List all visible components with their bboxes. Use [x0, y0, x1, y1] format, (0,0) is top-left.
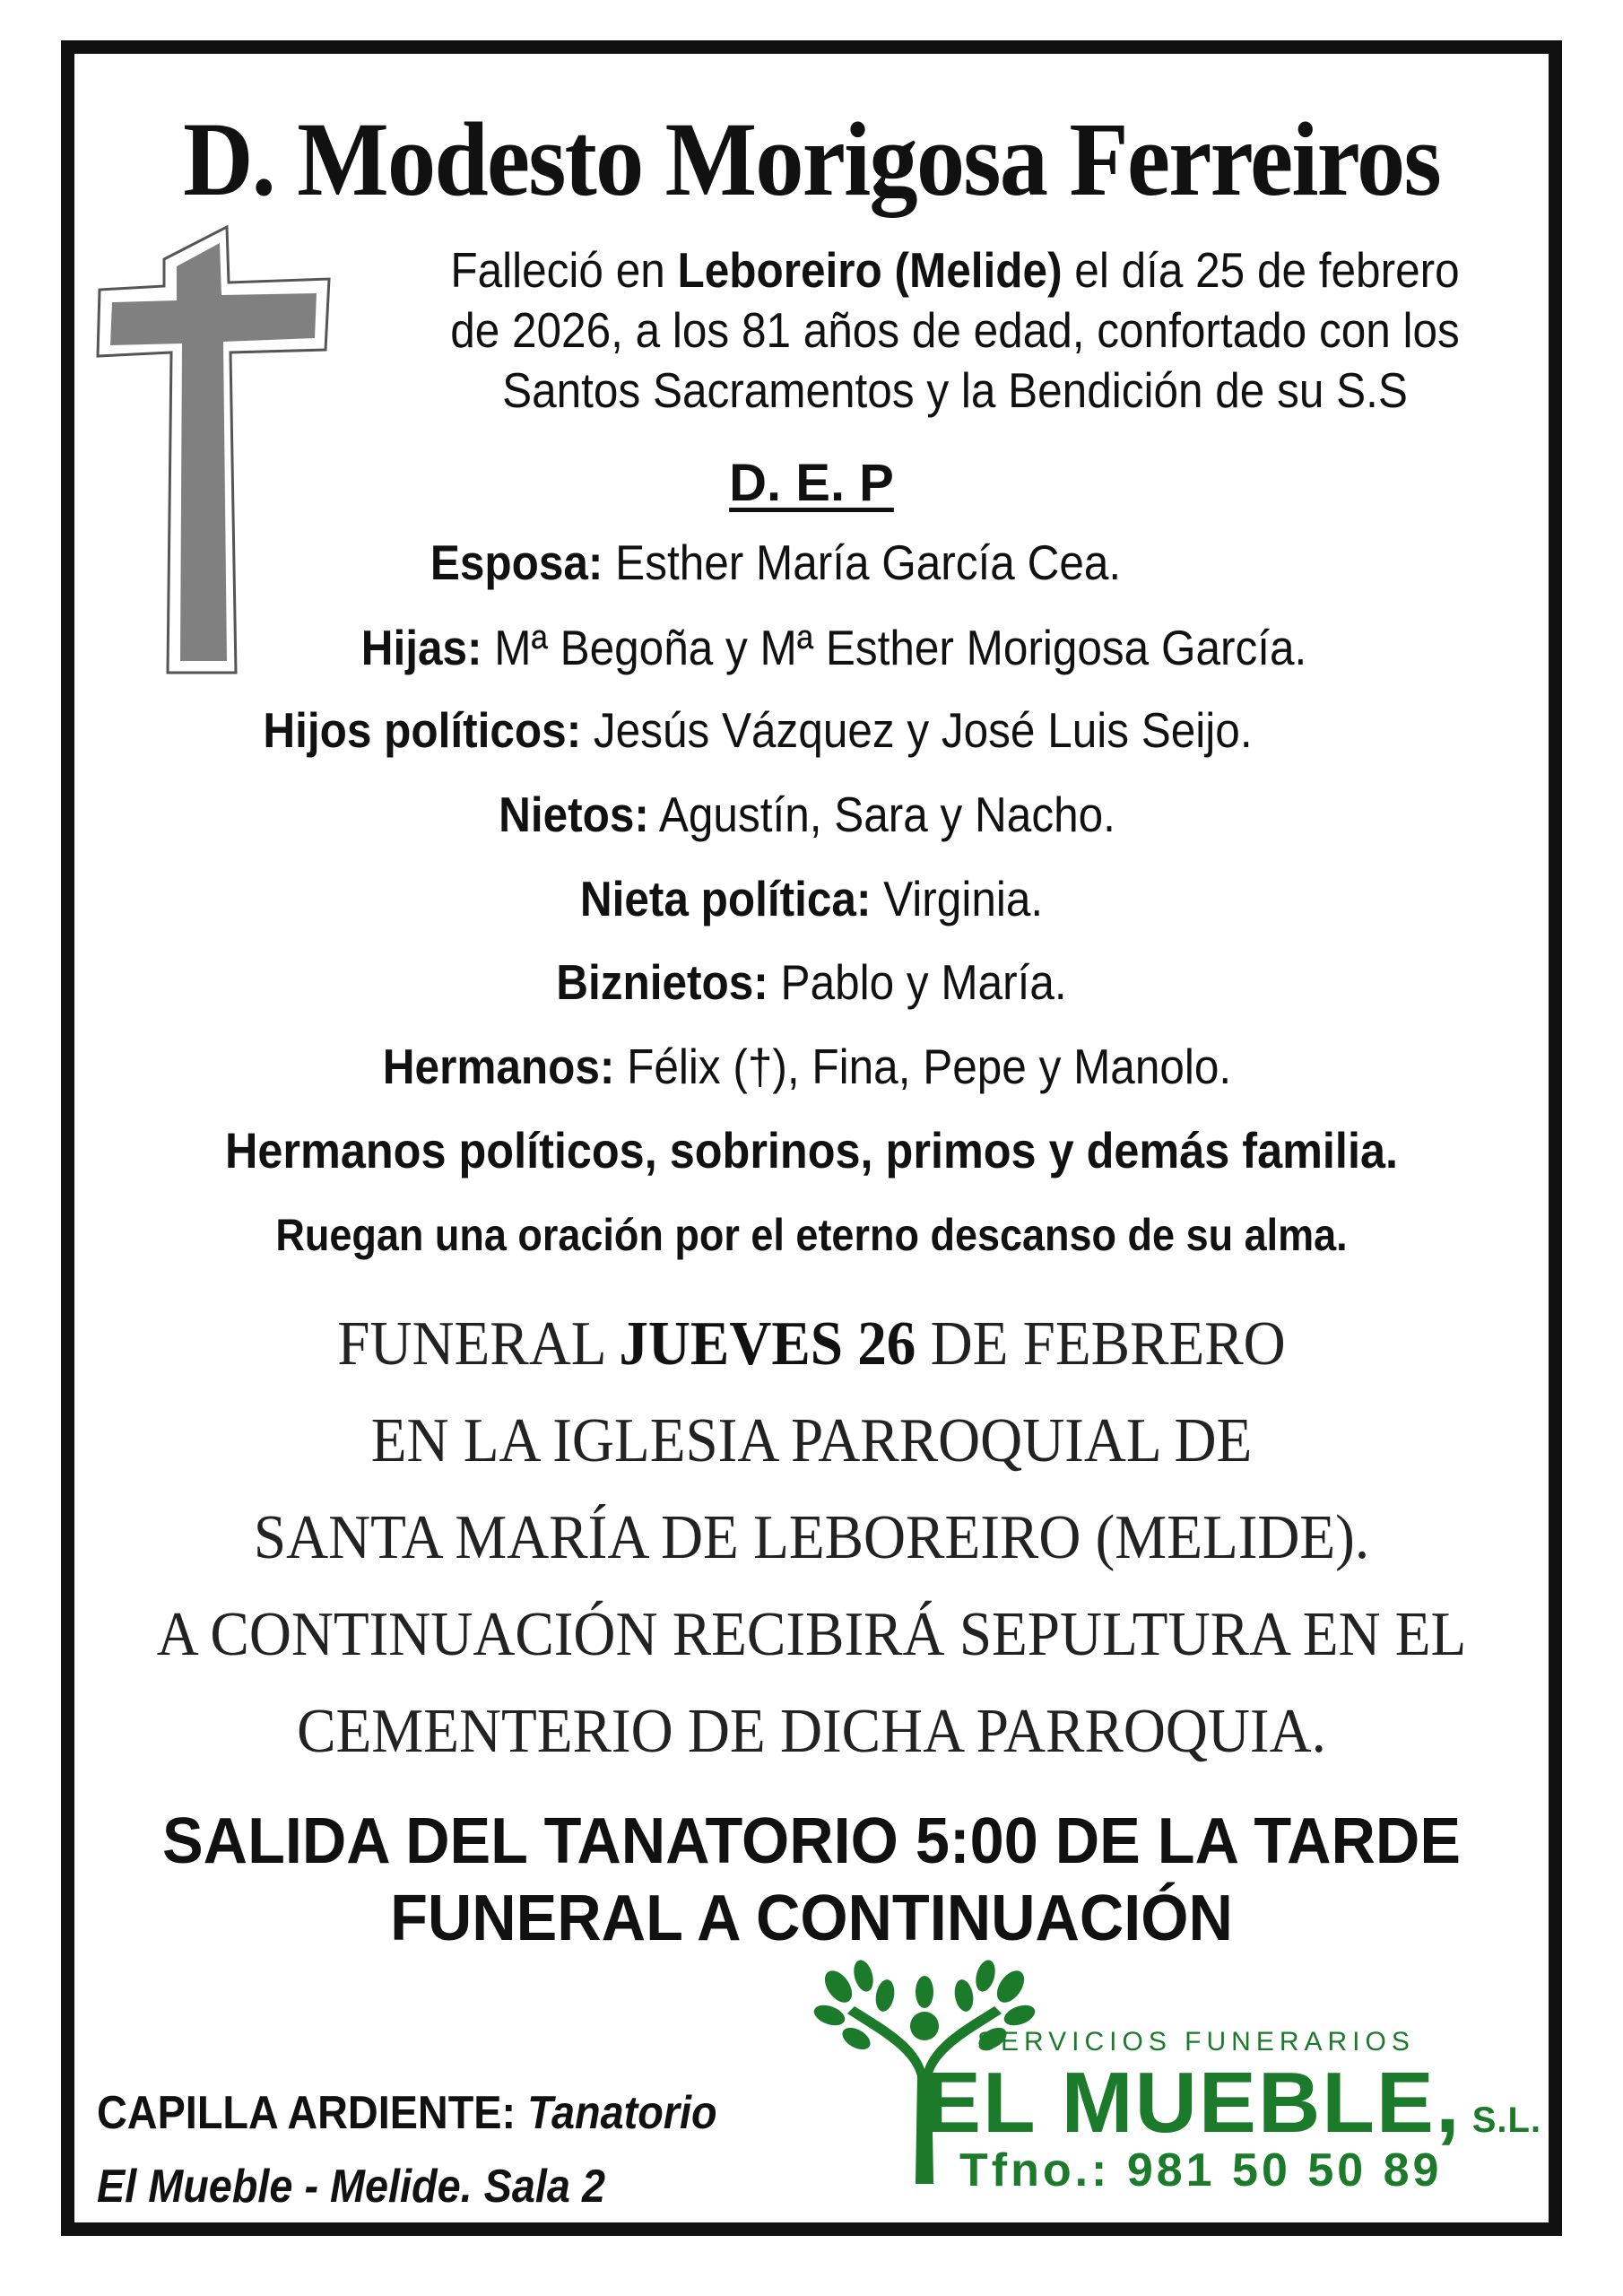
chapel-info: CAPILLA ARDIENTE: Tanatorio El Mueble - Melide. Sala 2: [97, 2087, 717, 2213]
family-line-spouse: Esposa: Esther María García Cea.: [430, 535, 1122, 590]
family-line-sons-in-law: Hijos políticos: Jesús Vázquez y José Luis Seijo.: [263, 702, 1253, 758]
family-line-great-grandchildren: Biznietos: Pablo y María.: [556, 954, 1067, 1010]
logo-brand-name: EL MUEBLE, S.L.: [924, 2055, 1542, 2151]
funeral-info: FUNERAL JUEVES 26 DE FEBRERO EN LA IGLESIA PARROQUIAL DE SANTA MARÍA DE LEBOREIRO (MELIDE). A CONTINUACIÓN RECIBIRÁ SEPULTURA EN EL CEMENTERIO DE DICHA PARROQUIA.: [156, 1309, 1467, 1766]
family-line-siblings: Hermanos: Félix (†), Fina, Pepe y Manolo.: [382, 1039, 1232, 1094]
family-line-grandchildren: Nietos: Agustín, Sara y Nacho.: [499, 787, 1115, 842]
dep-label: D. E. P: [729, 454, 894, 512]
funeral-day: JUEVES 26: [619, 1309, 916, 1378]
family-line-daughters: Hijas: Mª Begoña y Mª Esther Morigosa García.: [360, 620, 1307, 675]
logo-tagline: SERVICIOS FUNERARIOS: [977, 2027, 1415, 2057]
family-line-granddaughter-in-law: Nieta política: Virginia.: [579, 871, 1044, 926]
deceased-name: D. Modesto Morigosa Ferreiros: [183, 100, 1440, 218]
prayer-line: Ruegan una oración por el eterno descanso de su alma.: [275, 1210, 1348, 1260]
departure-info: SALIDA DEL TANATORIO 5:00 DE LA TARDE FUNERAL A CONTINUACIÓN: [162, 1805, 1461, 1954]
cross-icon: [94, 220, 336, 677]
family-other-line: Hermanos políticos, sobrinos, primos y demás familia.: [225, 1122, 1398, 1178]
funeral-home-logo: [812, 1960, 1542, 2202]
death-place: Leboreiro (Melide): [677, 242, 1063, 298]
death-notice-text: Falleció en Leboreiro (Melide) el día 25 de febrero de 2026, a los 81 años de edad, confortado con los Santos Sacramentos y la Bendición de su S.S: [450, 242, 1460, 418]
logo-phone: Tfno.: 981 50 50 89: [959, 2144, 1443, 2196]
